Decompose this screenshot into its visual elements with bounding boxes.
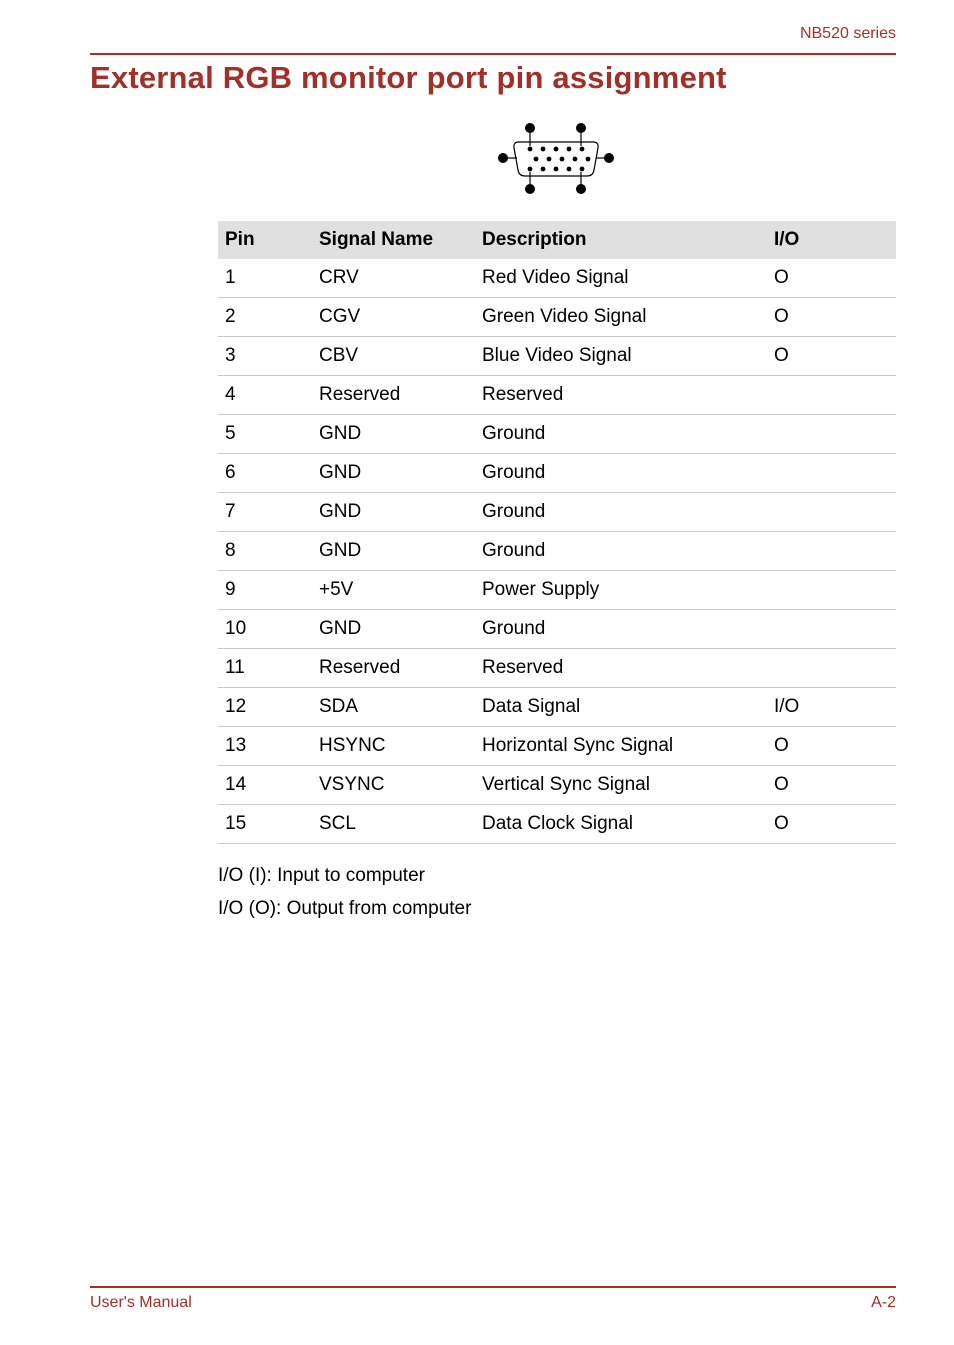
page-title: External RGB monitor port pin assignment: [90, 60, 727, 95]
column-header-pin: Pin: [218, 221, 312, 259]
pin-cell: 4: [218, 376, 312, 415]
table-row: [218, 532, 896, 571]
pin-cell: 12: [218, 688, 312, 727]
io-cell: O: [767, 298, 896, 337]
pin-cell: 10: [218, 610, 312, 649]
table-row: [218, 298, 896, 337]
table-row: [218, 610, 896, 649]
description-cell: Data Clock Signal: [475, 805, 767, 844]
signal-name-cell: +5V: [312, 571, 475, 610]
note-input: I/O (I): Input to computer: [218, 865, 425, 886]
pin-cell: 6: [218, 454, 312, 493]
table-row: [218, 259, 896, 298]
signal-name-cell: VSYNC: [312, 766, 475, 805]
signal-name-cell: GND: [312, 610, 475, 649]
description-cell: Ground: [475, 610, 767, 649]
header-rule: [90, 53, 896, 55]
signal-name-cell: Reserved: [312, 376, 475, 415]
description-cell: Reserved: [475, 376, 767, 415]
pin-cell: 15: [218, 805, 312, 844]
signal-name-cell: CBV: [312, 337, 475, 376]
io-cell: [767, 493, 896, 532]
io-cell: [767, 571, 896, 610]
pin-cell: 3: [218, 337, 312, 376]
table-row: [218, 493, 896, 532]
io-cell: O: [767, 805, 896, 844]
io-cell: [767, 376, 896, 415]
signal-name-cell: GND: [312, 532, 475, 571]
footer-rule: [90, 1286, 896, 1288]
signal-name-cell: CRV: [312, 259, 475, 298]
pin-cell: 11: [218, 649, 312, 688]
io-cell: I/O: [767, 688, 896, 727]
column-header-description: Description: [475, 221, 767, 259]
table-row: [218, 415, 896, 454]
pin-cell: 14: [218, 766, 312, 805]
io-cell: O: [767, 766, 896, 805]
io-cell: O: [767, 259, 896, 298]
table-header-row: [218, 221, 896, 259]
io-cell: [767, 532, 896, 571]
pin-cell: 9: [218, 571, 312, 610]
description-cell: Ground: [475, 454, 767, 493]
pin-cell: 2: [218, 298, 312, 337]
description-cell: Vertical Sync Signal: [475, 766, 767, 805]
table-row: [218, 727, 896, 766]
signal-name-cell: SDA: [312, 688, 475, 727]
document-series-header: NB520 series: [799, 25, 896, 42]
note-output: I/O (O): Output from computer: [218, 898, 472, 919]
pin-cell: 8: [218, 532, 312, 571]
pin-cell: 13: [218, 727, 312, 766]
signal-name-cell: HSYNC: [312, 727, 475, 766]
pin-cell: 1: [218, 259, 312, 298]
pin-cell: 5: [218, 415, 312, 454]
table-row: [218, 766, 896, 805]
signal-name-cell: Reserved: [312, 649, 475, 688]
description-cell: Green Video Signal: [475, 298, 767, 337]
io-cell: O: [767, 337, 896, 376]
signal-name-cell: GND: [312, 454, 475, 493]
description-cell: Data Signal: [475, 688, 767, 727]
table-row: [218, 649, 896, 688]
pin-cell: 7: [218, 493, 312, 532]
signal-name-cell: CGV: [312, 298, 475, 337]
io-cell: O: [767, 727, 896, 766]
footer-manual-label: User's Manual: [90, 1294, 192, 1311]
signal-name-cell: GND: [312, 493, 475, 532]
pin-assignment-table: [218, 221, 896, 844]
description-cell: Reserved: [475, 649, 767, 688]
description-cell: Horizontal Sync Signal: [475, 727, 767, 766]
description-cell: Ground: [475, 532, 767, 571]
table-row: [218, 454, 896, 493]
description-cell: Ground: [475, 415, 767, 454]
signal-name-cell: GND: [312, 415, 475, 454]
table-row: [218, 688, 896, 727]
table-row: [218, 376, 896, 415]
column-header-io: I/O: [767, 221, 896, 259]
description-cell: Red Video Signal: [475, 259, 767, 298]
column-header-signal-name: Signal Name: [312, 221, 475, 259]
description-cell: Blue Video Signal: [475, 337, 767, 376]
io-legend-notes: [218, 864, 471, 930]
io-cell: [767, 415, 896, 454]
io-cell: [767, 610, 896, 649]
description-cell: Ground: [475, 493, 767, 532]
footer-page-number: A-2: [871, 1294, 896, 1311]
table-row: [218, 805, 896, 844]
vga-connector-icon: [493, 120, 617, 198]
io-cell: [767, 454, 896, 493]
table-row: [218, 571, 896, 610]
table-row: [218, 337, 896, 376]
signal-name-cell: SCL: [312, 805, 475, 844]
io-cell: [767, 649, 896, 688]
description-cell: Power Supply: [475, 571, 767, 610]
